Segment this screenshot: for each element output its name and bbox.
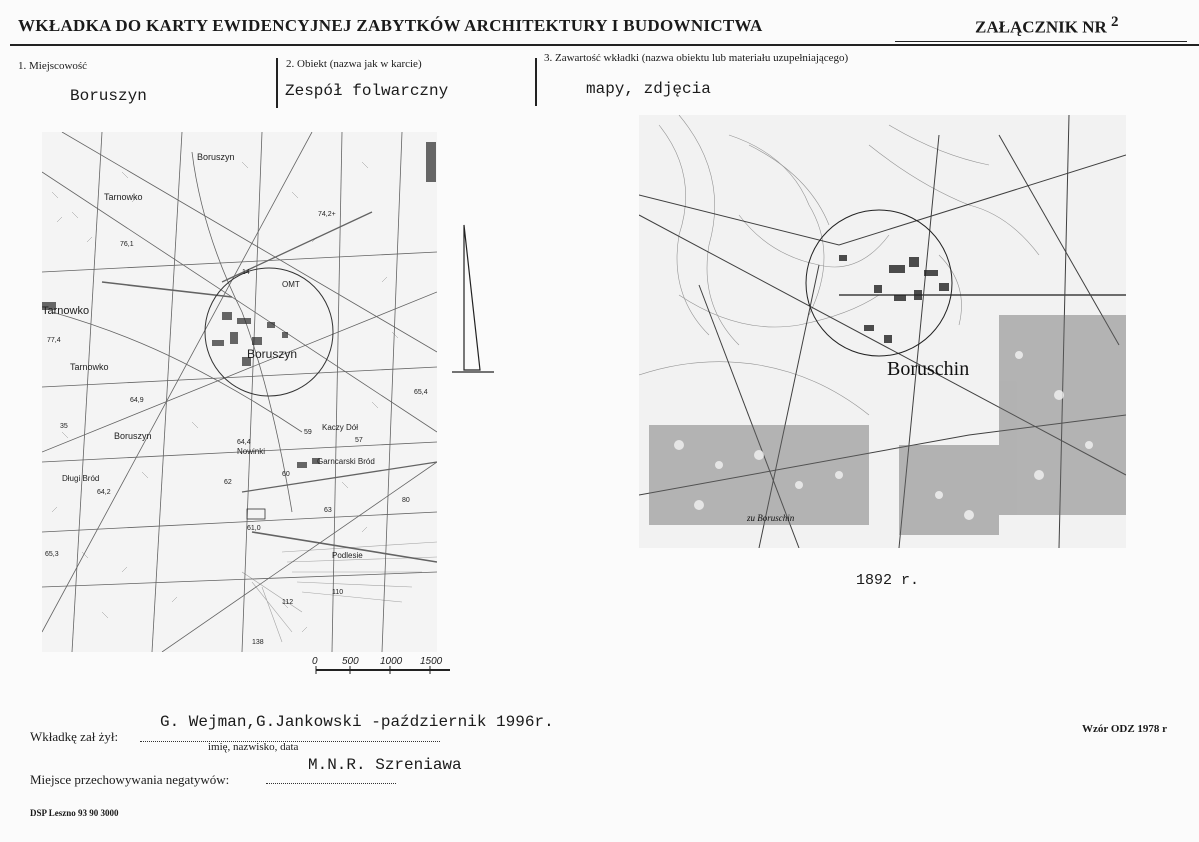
header-rule xyxy=(10,44,1199,46)
spot-height: 14 xyxy=(242,269,250,276)
scale-bar-graphic xyxy=(310,654,460,678)
negatives-label: Miejsce przechowywania negatywów: xyxy=(30,772,230,787)
field-separator-2 xyxy=(535,58,537,106)
historical-map-drawing xyxy=(639,115,1126,548)
map-label: Boruszyn xyxy=(197,152,235,162)
spot-height: 110 xyxy=(332,589,344,596)
object-value: Zespół folwarczny xyxy=(285,82,449,100)
historical-map-1892 xyxy=(639,115,1126,548)
map-label-boruschin: Boruschin xyxy=(887,358,970,380)
map-label: Podlesie xyxy=(332,551,363,560)
map-label: Boruszyn xyxy=(247,347,298,361)
map-label: Tarnowko xyxy=(70,362,109,372)
topographic-map-drawing xyxy=(42,132,437,652)
map-label: OMT xyxy=(282,280,300,289)
locality-value: Boruszyn xyxy=(70,87,147,105)
map-label: Długi Bród xyxy=(62,474,100,483)
north-arrow-icon xyxy=(450,220,500,380)
spot-height: 59 xyxy=(304,429,312,436)
annex-label-text: ZAŁĄCZNIK NR xyxy=(975,17,1107,37)
prepared-label: Wkładkę zał żył: xyxy=(30,729,119,744)
content-label: 3. Zawartość wkładki (nazwa obiektu lub materiału uzupełniającego) xyxy=(544,52,849,64)
negatives-value: M.N.R. Szreniawa xyxy=(308,756,462,774)
spot-height: 64,9 xyxy=(130,397,144,404)
spot-height: 61,0 xyxy=(247,525,261,532)
prepared-value: G. Wejman,G.Jankowski -październik 1996r. xyxy=(160,713,554,731)
spot-height: 80 xyxy=(402,497,410,504)
annex-label xyxy=(975,14,1119,38)
spot-height: 63 xyxy=(324,507,332,514)
spot-height: 112 xyxy=(282,599,294,606)
form-model: Wzór ODZ 1978 r xyxy=(1082,723,1168,735)
topographic-map-modern xyxy=(42,132,437,652)
spot-height: 76,1 xyxy=(120,241,134,248)
spot-height: 57 xyxy=(355,437,363,444)
scale-tick-label: 1000 xyxy=(380,656,403,667)
spot-height: 65,4 xyxy=(414,389,428,396)
scale-bar xyxy=(310,654,460,678)
scale-tick-label: 1500 xyxy=(420,656,443,667)
header-rule-annex xyxy=(895,41,1187,42)
print-info: DSP Leszno 93 90 3000 xyxy=(30,808,119,818)
prepared-hint: imię, nazwisko, data xyxy=(208,741,299,753)
map-label: Tarnowko xyxy=(104,192,143,202)
spot-height: 138 xyxy=(252,639,264,646)
map-label: Kaczy Dół xyxy=(322,423,359,432)
map-label: Nowinki xyxy=(237,447,266,456)
spot-height: 74,2+ xyxy=(318,211,336,218)
content-value: mapy, zdjęcia xyxy=(586,80,711,98)
field-separator-1 xyxy=(276,58,278,108)
spot-height: 35 xyxy=(60,423,68,430)
spot-height: 65,3 xyxy=(45,551,59,558)
map-label: Boruszyn xyxy=(114,431,152,441)
spot-height: 62 xyxy=(224,479,232,486)
spot-height: 77,4 xyxy=(47,337,61,344)
spot-height: 60 xyxy=(282,471,290,478)
map-label-zu-boruschin: zu Boruschin xyxy=(747,513,795,523)
locality-label: 1. Miejscowość xyxy=(18,60,88,72)
scale-tick-label: 500 xyxy=(342,656,359,667)
spot-height: 64,4 xyxy=(237,439,251,446)
map-year: 1892 r. xyxy=(856,572,920,589)
spot-height: 64,2 xyxy=(97,489,111,496)
form-title: WKŁADKA DO KARTY EWIDENCYJNEJ ZABYTKÓW ARCHITEKTURY I BUDOWNICTWA xyxy=(18,16,763,35)
map-label: Tarnowko xyxy=(42,305,90,317)
scale-tick-label: 0 xyxy=(312,656,318,667)
annex-number: 2 xyxy=(1111,14,1119,30)
object-label: 2. Obiekt (nazwa jak w karcie) xyxy=(286,58,422,70)
map-label: Garncarski Bród xyxy=(317,457,375,466)
negatives-line xyxy=(266,783,396,784)
